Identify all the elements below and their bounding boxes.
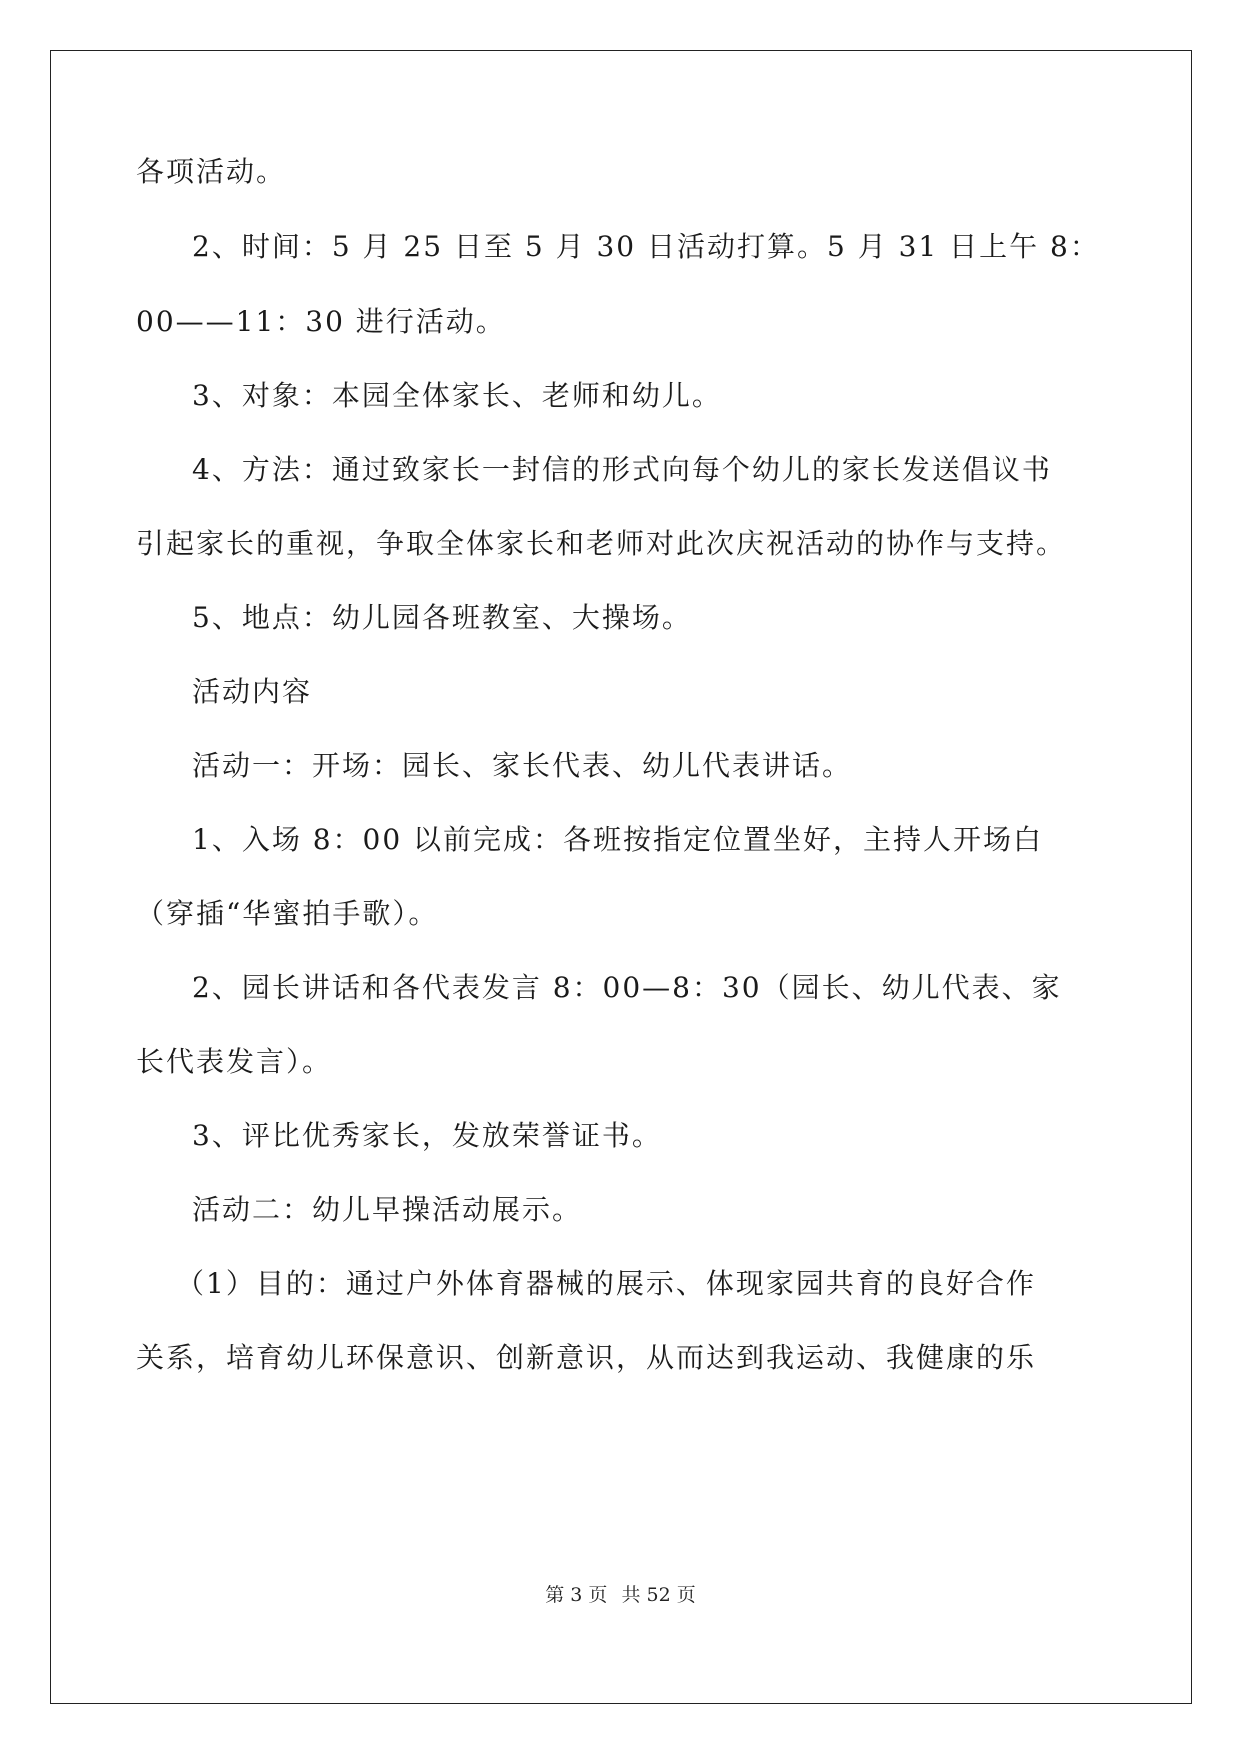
text-line: （穿插“华蜜拍手歌）。 <box>136 897 439 930</box>
text-line: 3、评比优秀家长，发放荣誉证书。 <box>192 1119 662 1152</box>
page-total: 共 52 页 <box>621 1584 696 1606</box>
text-line: 各项活动。 <box>136 155 287 188</box>
page-footer <box>0 1580 1241 1607</box>
text-line: 1、入场 8：00 以前完成：各班按指定位置坐好，主持人开场白 <box>192 823 1044 856</box>
text-line: 5、地点：幼儿园各班教室、大操场。 <box>192 601 692 634</box>
text-line: 长代表发言）。 <box>136 1045 333 1078</box>
text-line: 关系，培育幼儿环保意识、创新意识，从而达到我运动、我健康的乐 <box>136 1341 1037 1374</box>
text-line: 3、对象：本园全体家长、老师和幼儿。 <box>192 379 722 412</box>
text-line: 2、园长讲话和各代表发言 8：00—8：30（园长、幼儿代表、家 <box>192 971 1062 1004</box>
text-line: 活动二：幼儿早操活动展示。 <box>192 1193 583 1226</box>
text-line: 4、方法：通过致家长一封信的形式向每个幼儿的家长发送倡议书 <box>192 453 1052 486</box>
text-line: 引起家长的重视，争取全体家长和老师对此次庆祝活动的协作与支持。 <box>136 527 1067 560</box>
page-frame <box>50 50 1192 1704</box>
text-line: 2、时间：5 月 25 日至 5 月 30 日活动打算。5 月 31 日上午 8： <box>192 230 1100 263</box>
page-number: 第 3 页 <box>545 1584 608 1606</box>
text-line: 活动一：开场：园长、家长代表、幼儿代表讲话。 <box>192 749 853 782</box>
text-line: （1）目的：通过户外体育器械的展示、体现家园共育的良好合作 <box>176 1267 1036 1300</box>
section-heading: 活动内容 <box>192 675 313 708</box>
text-line: 00——11：30 进行活动。 <box>136 305 506 338</box>
